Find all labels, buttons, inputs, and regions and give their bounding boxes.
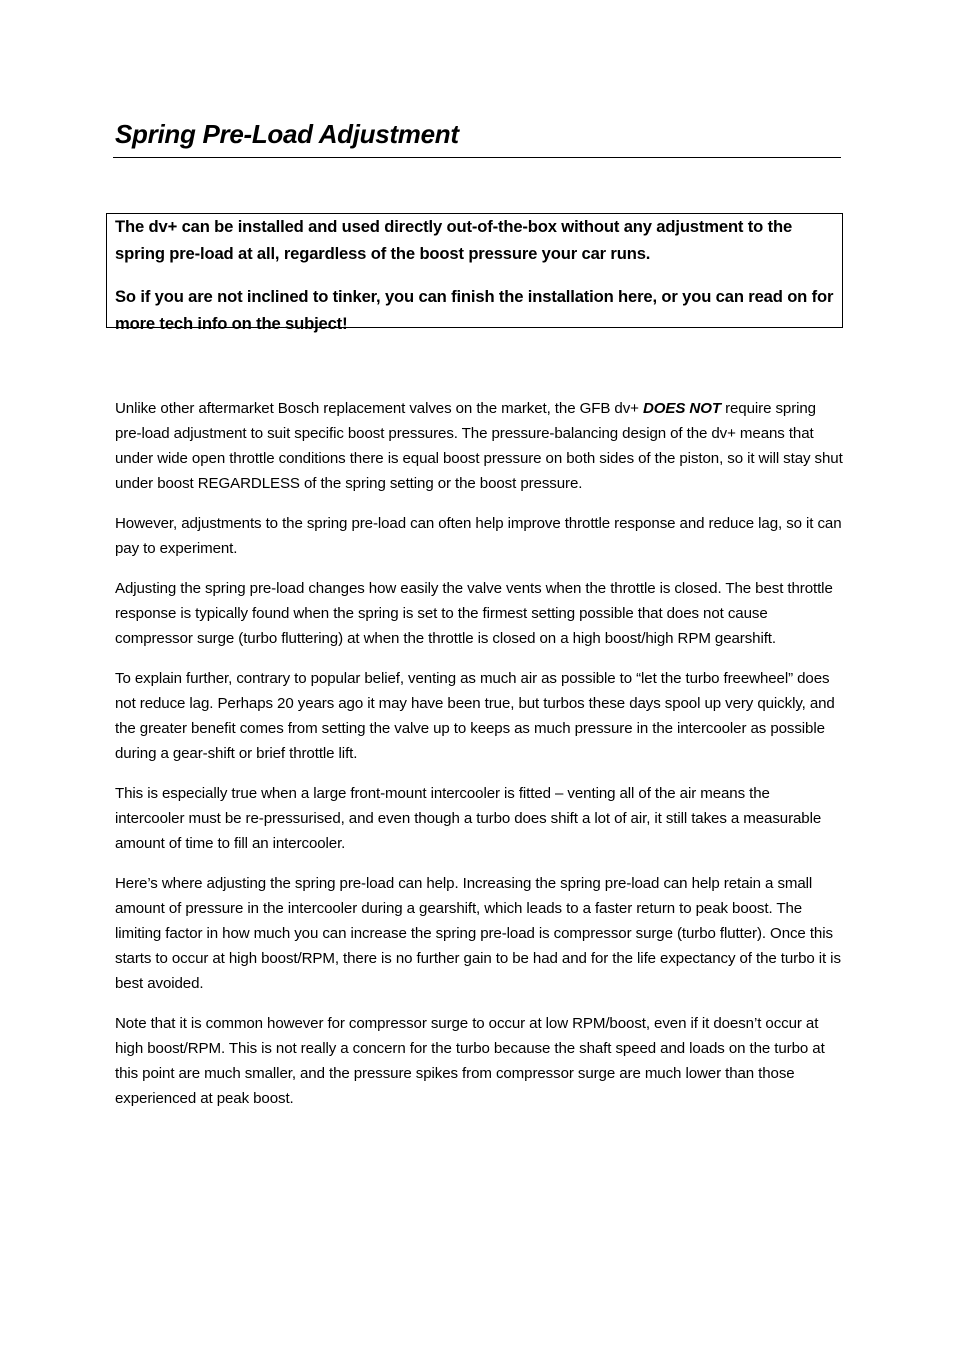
paragraph-1 bbox=[115, 396, 843, 496]
notice-paragraph-1: The dv+ can be installed and used directly out-of-the-box without any adjustment to the spring pre-load at all, regardless of the boost pressure your car runs. bbox=[115, 217, 793, 263]
paragraph-6: Here’s where adjusting the spring pre-load can help. Increasing the spring pre-load can help retain a small amount of pressure in the intercooler during a gearshift, which leads to a faster return to peak boost. The limiting factor in how much you can increase the spring pre-load is compressor surge (turbo flutter). Once this starts to occur at high boost/RPM, there is no further gain to be had and for the life expectancy of the turbo it is best avoided. bbox=[115, 875, 841, 992]
paragraph-3: Adjusting the spring pre-load changes how easily the valve vents when the throttle is closed. The best throttle response is typically found when the spring is set to the firmest setting possible that does not cause compressor surge (turbo fluttering) at when the throttle is closed on a high boost/high RPM gearshift. bbox=[115, 580, 833, 647]
body-text bbox=[115, 396, 843, 1126]
paragraph-5: This is especially true when a large front-mount intercooler is fitted – venting all of the air means the intercooler must be re-pressurised, and even though a turbo does shift a lot of air, it still takes a measurable amount of time to fill an intercooler. bbox=[115, 785, 822, 852]
emphasis-does-not: DOES NOT bbox=[642, 400, 721, 417]
page-title: Spring Pre-Load Adjustment bbox=[115, 119, 459, 149]
title-underline bbox=[113, 157, 841, 158]
paragraph-1-part-1: Unlike other aftermarket Bosch replacement valves on the market, the GFB dv+ bbox=[115, 400, 643, 417]
notice-box bbox=[106, 213, 843, 333]
paragraph-4: To explain further, contrary to popular belief, venting as much air as possible to “let the turbo freewheel” does not reduce lag. Perhaps 20 years ago it may have been true, but turbos these days spool up very quickly, and the greater benefit comes from setting the valve up to keeps as much pressure in the intercooler as possible during a gear-shift or brief throttle lift. bbox=[115, 670, 835, 762]
paragraph-7: Note that it is common however for compressor surge to occur at low RPM/boost, even if it doesn’t occur at high boost/RPM. This is not really a concern for the turbo because the shaft speed and loads on the turbo at this point are much smaller, and the pressure spikes from compressor surge are much lower than those experienced at peak boost. bbox=[115, 1015, 825, 1107]
paragraph-1-part-2: require spring pre-load adjustment to suit specific boost pressures. The pressure-balancing design of the dv+ means that under wide open throttle conditions there is equal boost pressure on both sides of the piston, so it will stay shut under boost REGARDLESS of the spring setting or the boost pressure. bbox=[115, 400, 843, 492]
notice-paragraph-2: So if you are not inclined to tinker, you can finish the installation here, or you can read on for more tech info on the subject! bbox=[115, 287, 834, 333]
paragraph-2: However, adjustments to the spring pre-load can often help improve throttle response and reduce lag, so it can pay to experiment. bbox=[115, 515, 842, 557]
